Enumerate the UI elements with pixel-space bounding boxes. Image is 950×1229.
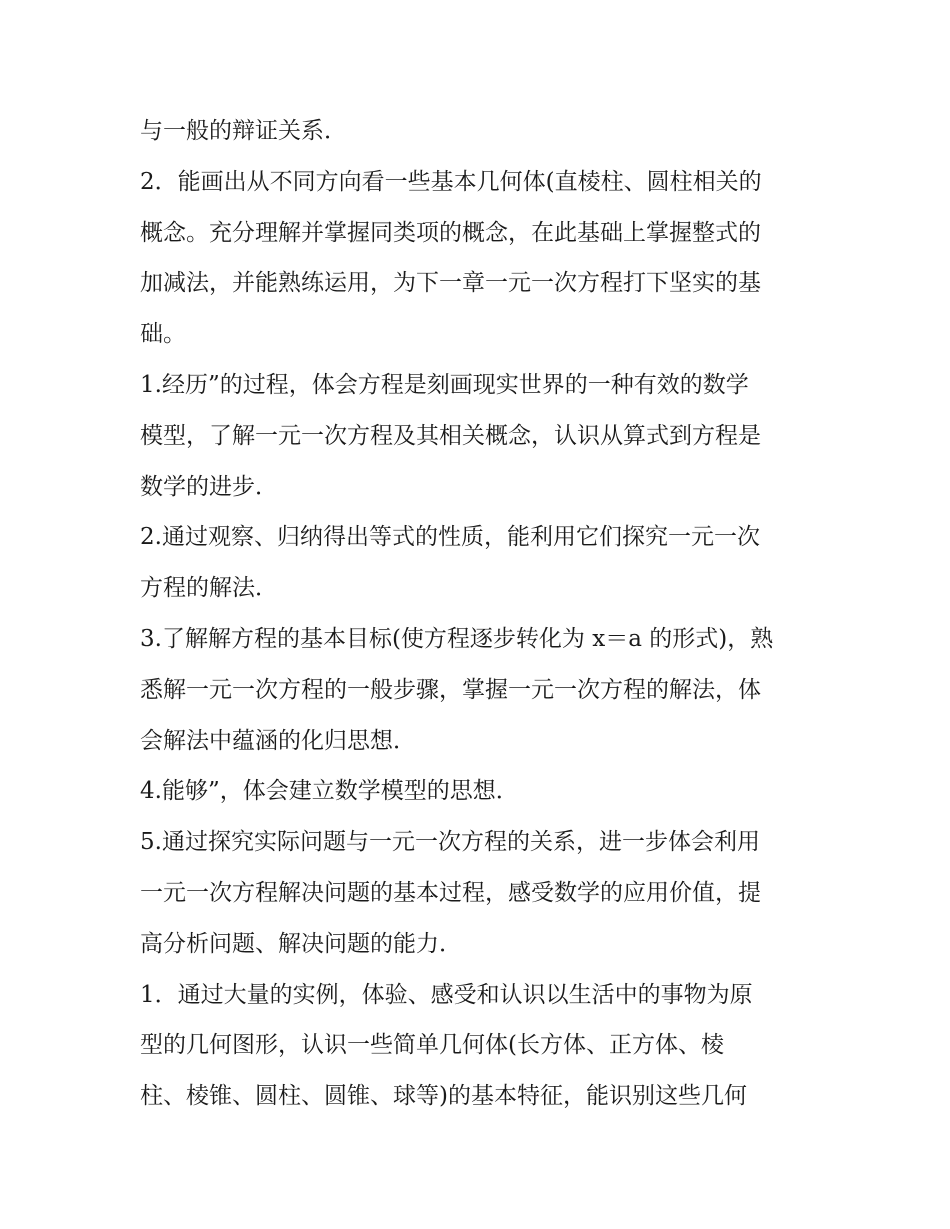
text-line: 5.通过探究实际问题与一元一次方程的关系，进一步体会利用 — [140, 829, 760, 856]
text-line: 1．通过大量的实例，体验、感受和认识以生活中的事物为原 — [140, 981, 753, 1008]
text-line: 2．能画出从不同方向看一些基本几何体(直棱柱、圆柱相关的 — [140, 168, 762, 195]
text-line: 2.通过观察、归纳得出等式的性质，能利用它们探究一元一次 — [140, 524, 760, 551]
text-line: 础。 — [140, 321, 186, 348]
text-line: 模型，了解一元一次方程及其相关概念，认识从算式到方程是 — [140, 422, 761, 449]
text-line: 悉解一元一次方程的一般步骤，掌握一元一次方程的解法，体 — [140, 676, 761, 703]
text-line: 与一般的辩证关系． — [140, 118, 347, 144]
text-line: 概念。充分理解并掌握同类项的概念，在此基础上掌握整式的 — [140, 219, 761, 246]
text-line: 一元一次方程解决问题的基本过程，感受数学的应用价值，提 — [140, 879, 761, 906]
body-text — [140, 106, 820, 1122]
text-line: 数学的进步． — [140, 473, 278, 500]
text-line: 方程的解法． — [140, 575, 278, 602]
text-line: 1.经历”的过程，体会方程是刻画现实世界的一种有效的数学 — [140, 371, 749, 398]
text-line: 加减法，并能熟练运用，为下一章一元一次方程打下坚实的基 — [140, 270, 761, 297]
text-line: 4.能够”，体会建立数学模型的思想． — [140, 778, 519, 805]
text-line: 型的几何图形，认识一些简单几何体(长方体、正方体、棱 — [140, 1032, 724, 1059]
text-line: 高分析问题、解决问题的能力． — [140, 930, 462, 957]
text-line: 3.了解解方程的基本目标(使方程逐步转化为 x＝a 的形式)，熟 — [140, 625, 774, 652]
text-line: 柱、棱锥、圆柱、圆锥、球等)的基本特征，能识别这些几何 — [140, 1083, 747, 1110]
text-line: 会解法中蕴涵的化归思想． — [140, 727, 416, 754]
